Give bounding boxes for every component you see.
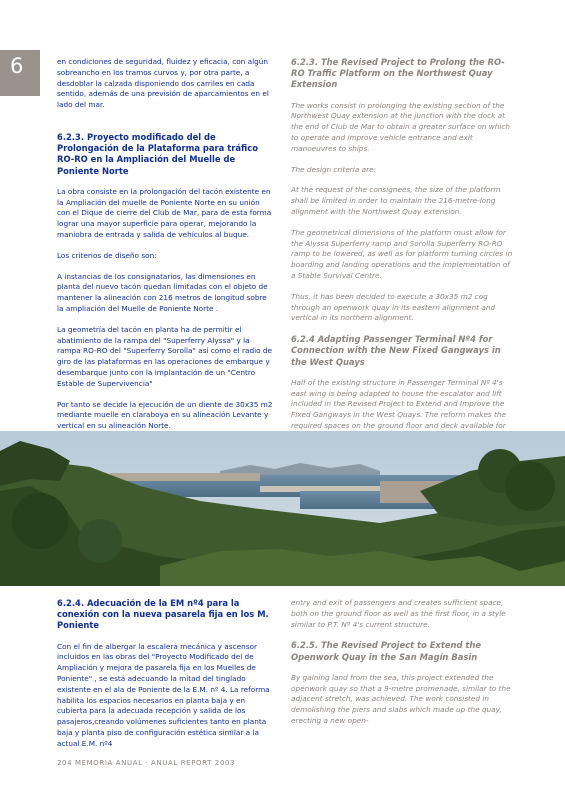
paragraph-es: A instancias de los consignatarios, las dimensiones en planta del nuevo tacón quedan limitadas con el objeto de mantener la alineación con 216 metros de longitud sobre la ampliación del Muelle de Poniente Norte . (57, 271, 268, 313)
intro-paragraph-es: en condiciones de seguridad, fluidez y eficacia, con algún sobreancho en los tramos curvos y, por otra parte, a desdoblar la calzada disponiendo dos carriles en cada sentido, además de una previsión de aparcamientos en el lado del mar. (57, 57, 269, 110)
section-heading-es: 6.2.3. Proyecto modificado del de Prolongación de la Plataforma para tráfico RO-RO en la Ampliación del Muelle de Poniente Norte (57, 131, 258, 176)
left-column-top (57, 57, 275, 442)
section-heading-en: 6.2.4 Adapting Passenger Terminal Nº4 for Connection with the New Fixed Gangways in the West Quays (291, 334, 501, 367)
paragraph-es: Por tanto se decide la ejecución de un diente de 30x35 m2 mediante muelle en claraboya en su alineación Levante y vertical en su alineación Norte. (57, 399, 273, 431)
paragraph-en: At the request of the consignees, the size of the platform shall be limited in order to maintain the 216-metre-long alignment with the Northwest Quay extension. (291, 185, 501, 216)
left-column-bottom (57, 598, 275, 760)
paragraph-en: The geometrical dimensions of the platform must allow for the Alyssa Superferry ramp and Sorolla Superferry RO-RO ramp to be lowered, as well as for platform turning circles in boarding and landing operations and the implementation of a Stable Survival Centre. (291, 227, 513, 280)
page-footer: 204 MEMORIA ANUAL · ANUAL REPORT 2003 (57, 759, 236, 767)
paragraph-en: The works consist in prolonging the existing section of the Northwest Quay extension at the junction with the dock at the end of Club de Mar to obtain a greater surface on which to operate and improve vehicle entrance and exit manoeuvres to ships. (291, 100, 510, 153)
paragraph-es: La obra consiste en la prolongación del tacón existente en la Ampliación del muelle de Poniente Norte en su unión con el Dique de cierre del Club de Mar, para de esta forma lograr una mayor superficie para operar, mejorando la maniobra de entrada y salida de vehículos al buque. (57, 186, 272, 239)
right-column-bottom (291, 598, 515, 737)
right-column-top (291, 57, 515, 453)
paragraph-en: entry and exit of passengers and creates sufficient space, both on the ground floor as well as the first floor, in a style similar to P.T. Nº 4's current structure. (291, 598, 506, 629)
harbour-panorama-photo (0, 431, 565, 586)
paragraph-en: By gaining land from the sea, this project extended the openwork quay so that a 9-metre promenade, similar to the adjacent stretch, was achieved. The work consisted in demolishing the piers and slabs which made up the quay, erecting a new open- (291, 672, 511, 725)
paragraph-en: The design criteria are: (291, 164, 377, 174)
section-heading-es: 6.2.4. Adecuación de la EM nº4 para la conexión con la nueva pasarela fija en los M. Poniente (57, 598, 269, 631)
paragraph-es: La geometría del tacón en planta ha de permitir el abatimiento de la rampa del "Superferry Alyssa" y la rampa RO-RO del "Superferry Sorolla" así como el radio de giro de las plataformas en las operaciones de embarque y desembarque junto con la implantación de un "Centro Estable de Supervivencia" (57, 324, 273, 388)
chapter-tab (0, 50, 40, 96)
section-heading-en: 6.2.3. The Revised Project to Prolong the RO-RO Traffic Platform on the Northwest Quay Extension (291, 57, 505, 90)
paragraph-es: Los criterios de diseño son: (57, 250, 157, 260)
paragraph-en: Thus, it has been decided to execute a 30x35 m2 cog through an openwork quay in its eastern alignment and vertical in its northern alignment. (291, 291, 496, 323)
paragraph-es: Con el fin de albergar la escalera mecánica y ascensor incluidos en las obras del "Proyecto Modificado del de Ampliación y mejora de pasarela fija en los Muelles de Poniente" , se está adecuando la mitad del tinglado existente en el ala de Poniente de la E.M. nº 4. La reforma habilita los espacios necesarios en planta baja y en cubierta para la adecuada recepción y salida de los pasajeros,creando volúmenes suficientes tanto en planta baja y planta piso de configuración estética similar a la actual E.M. nº4 (57, 641, 270, 748)
chapter-number: 6 (10, 54, 24, 78)
section-heading-en: 6.2.5. The Revised Project to Extend the Openwork Quay in the San Magín Basin (291, 640, 482, 662)
paragraph-en: Half of the existing structure in Passenger Terminal Nº 4's east wing is being adapted to house the escalator and lift included in the Revised Project to Extend and Improve the Fixed Gangways in the West Quays. The reform makes the required spaces on the ground floor and deck available for (291, 377, 507, 430)
